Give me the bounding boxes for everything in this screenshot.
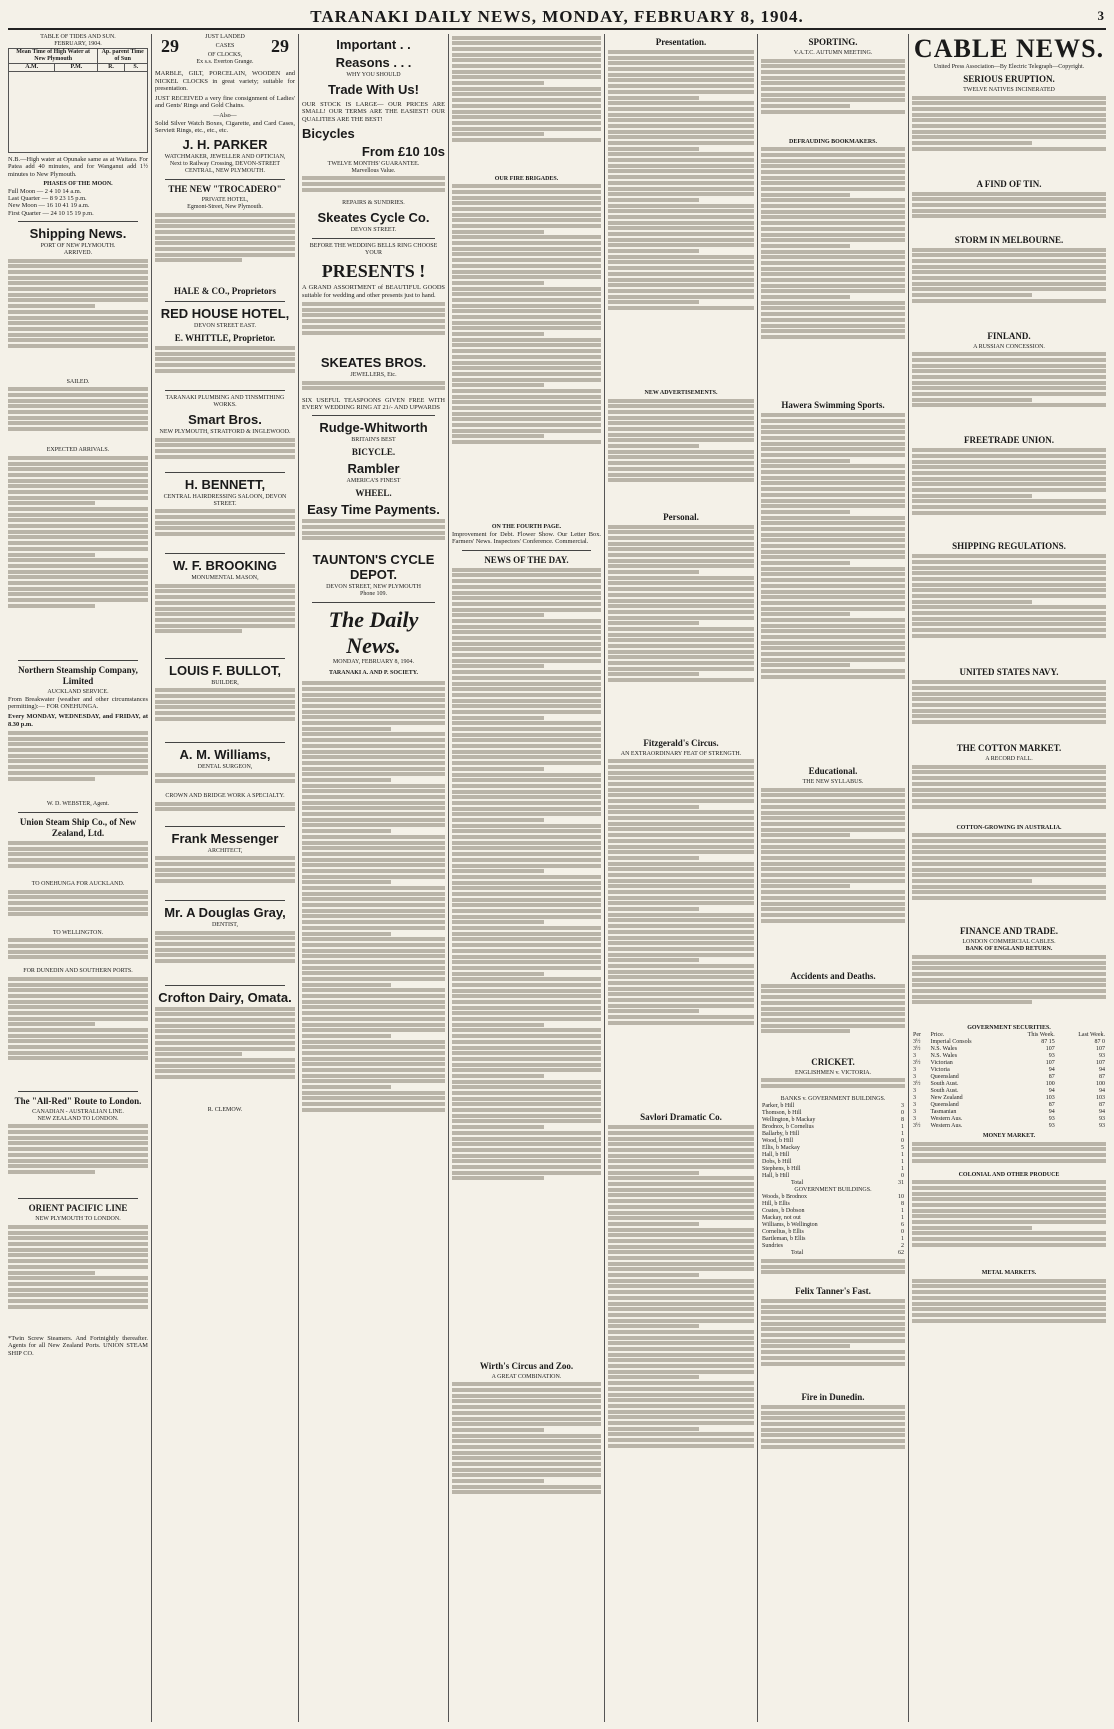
moon-phase: Full Moon — 2 4 10 14 a.m. bbox=[8, 187, 82, 195]
colonial-produce: COLONIAL AND OTHER PRODUCE bbox=[958, 1171, 1060, 1178]
advertisements-text bbox=[608, 399, 754, 509]
column-5 bbox=[608, 34, 754, 1722]
government-buildings: GOVERNMENT BUILDINGS. bbox=[794, 1187, 872, 1194]
accidents-deaths: Accidents and Deaths. bbox=[790, 970, 876, 981]
williams-hours bbox=[155, 802, 295, 822]
grand-assortment: A GRAND ASSORTMENT of BEAUTIFUL GOODS suitable for wedding and other presents just to hand. bbox=[302, 284, 445, 299]
bank-return: BANK OF ENGLAND RETURN. bbox=[965, 946, 1053, 953]
finland: FINLAND. bbox=[987, 330, 1031, 341]
securities-row: 3 New Zealand 103 103 bbox=[913, 1094, 1105, 1101]
fitzgerald-text bbox=[608, 759, 754, 1109]
freetrade-union: FREETRADE UNION. bbox=[963, 435, 1054, 446]
wirths-text bbox=[452, 1382, 601, 1532]
before-wedding: BEFORE THE WEDDING BELLS RING CHOOSE YOUR bbox=[309, 243, 438, 257]
shipping-sailed-text bbox=[8, 387, 148, 447]
tides-note: N.B.—High water at Opunake same as at Waitara. For Patea add 40 minutes, and for Wanganui add 1½ minutes to New Plymouth. bbox=[8, 156, 148, 178]
masthead bbox=[8, 6, 1106, 30]
extraordinary-feat: AN EXTRAORDINARY FEAT OF STRENGTH. bbox=[620, 750, 742, 757]
all-red-line: CANADIAN - AUSTRALIAN LINE. bbox=[32, 1108, 124, 1115]
banks-match: BANKS v. GOVERNMENT BUILDINGS. bbox=[780, 1096, 886, 1103]
commercial-cables: LONDON COMMERCIAL CABLES. bbox=[962, 939, 1056, 946]
ns-body bbox=[8, 731, 148, 801]
shipping-arrived-text bbox=[8, 259, 148, 379]
score-row: Hill, b Ellis 8 bbox=[762, 1201, 904, 1208]
securities-row: 3 South Aust. 94 94 bbox=[913, 1087, 1105, 1094]
moon-phase: First Quarter — 24 10 15 19 p.m. bbox=[8, 209, 94, 217]
union-dunedin: FOR DUNEDIN AND SOUTHERN PORTS. bbox=[23, 968, 133, 975]
messenger-name: Frank Messenger bbox=[171, 830, 279, 846]
daily-news-title: The Daily News. bbox=[328, 607, 419, 659]
from-price: From £10 10s bbox=[361, 143, 445, 159]
cricket: CRICKET. bbox=[811, 1056, 855, 1067]
easy-payments: Easy Time Payments. bbox=[307, 502, 440, 518]
issue-date: MONDAY, FEBRUARY 8, 1904. bbox=[332, 659, 415, 666]
new-syllabus: THE NEW SYLLABUS. bbox=[802, 779, 864, 786]
editorial-text bbox=[302, 681, 445, 1241]
parker-trade: WATCHMAKER, JEWELLER AND OPTICIAN, bbox=[164, 154, 286, 161]
parker-address: Next to Railway Crossing, DEVON-STREET CENTRAL, NEW PLYMOUTH. bbox=[169, 161, 281, 175]
defrauding-bookmakers: DEFRAUDING BOOKMAKERS. bbox=[788, 138, 877, 145]
jewellers: JEWELLERS, Etc. bbox=[350, 372, 397, 379]
trocadero-text bbox=[155, 213, 295, 283]
bullot-name: LOUIS F. BULLOT, bbox=[169, 662, 281, 678]
depot-phone: Phone 109. bbox=[360, 591, 387, 598]
column-rule bbox=[604, 34, 605, 1722]
fire-dunedin: Fire in Dunedin. bbox=[801, 1391, 865, 1402]
score-row: Williams, b Wellington 6 bbox=[762, 1222, 904, 1229]
skeates-address: DEVON STREET. bbox=[350, 227, 397, 234]
cases-number: 29 bbox=[161, 36, 179, 56]
taunton-text bbox=[302, 519, 445, 549]
column-6 bbox=[761, 34, 905, 1722]
society: TARANAKI A. AND P. SOCIETY. bbox=[329, 670, 418, 677]
orient-note: *Twin Screw Steamers. And Fortnightly thereafter. Agents for all New Zealand Ports. UNION STEAM SHIP CO. bbox=[8, 1335, 148, 1357]
tides-title: TABLE OF TIDES AND SUN. bbox=[40, 34, 116, 40]
bennett-sub: CENTRAL HAIRDRESSING SALOON, DEVON STREET. bbox=[163, 493, 287, 507]
moon-title: PHASES OF THE MOON. bbox=[43, 180, 113, 187]
score-row: Stephens, b Hill 1 bbox=[762, 1166, 904, 1173]
shipping-sailed: SAILED. bbox=[66, 378, 90, 385]
score-row: Woods, b Brodnox 10 bbox=[762, 1194, 904, 1201]
important: Important . . bbox=[336, 37, 411, 52]
securities-row: 3½ Victorian 107 107 bbox=[913, 1059, 1105, 1066]
great-combination: A GREAT COMBINATION. bbox=[491, 1373, 562, 1380]
presents-text bbox=[302, 302, 445, 352]
tides-rows bbox=[9, 72, 148, 153]
securities: GOVERNMENT SECURITIES. bbox=[967, 1024, 1051, 1031]
silver: Solid Silver Watch Boxes, Cigarette, and Card Cases, Serviett Rings, etc., etc., etc. bbox=[155, 119, 295, 135]
red-house-hotel: RED HOUSE HOTEL, bbox=[160, 305, 290, 321]
skeates-bros: SKEATES BROS. bbox=[320, 355, 427, 371]
securities-row: 3 Queensland 87 87 bbox=[913, 1073, 1105, 1080]
gray-text bbox=[155, 931, 295, 981]
metal-text bbox=[912, 1279, 1106, 1339]
received: JUST RECEIVED a very fine consignment of Ladies' and Gents' Rings and Gold Chains. bbox=[155, 95, 295, 110]
trade-with-us: Trade With Us! bbox=[328, 82, 419, 97]
savlori-text bbox=[608, 1125, 754, 1545]
parker-name: J. H. PARKER bbox=[182, 137, 268, 153]
cable-news-heading: CABLE NEWS. bbox=[913, 34, 1105, 63]
cricket-footnote bbox=[761, 1259, 905, 1283]
shipping-news-heading: Shipping News. bbox=[29, 226, 127, 242]
educational-text bbox=[761, 788, 905, 968]
news-of-the-day: NEWS OF THE DAY. bbox=[484, 554, 569, 565]
fourth-page-items: Improvement for Debt. Flower Show. Our Letter Box. Farmers' News. Inspectors' Conference. Commercial. bbox=[452, 531, 601, 546]
securities-row: 3 Queensland 87 87 bbox=[913, 1101, 1105, 1108]
all-red-text bbox=[8, 1124, 148, 1194]
column-rule bbox=[448, 34, 449, 1722]
fire-brigades: OUR FIRE BRIGADES. bbox=[494, 175, 559, 182]
column-rule bbox=[298, 34, 299, 1722]
crofton-dairy: Crofton Dairy, Omata. bbox=[158, 989, 292, 1005]
reasons: Reasons . . . bbox=[335, 55, 412, 70]
crown-bridge: CROWN AND BRIDGE WORK A SPECIALTY. bbox=[165, 792, 285, 799]
shipping-reg-text bbox=[912, 554, 1106, 664]
repairs: REPAIRS & SUNDRIES. bbox=[342, 200, 405, 207]
russian-concession: A RUSSIAN CONCESSION. bbox=[973, 343, 1045, 350]
securities-row: 3 Victoria 94 94 bbox=[913, 1066, 1105, 1073]
autumn-meeting: V.A.T.C. AUTUMN MEETING. bbox=[793, 50, 873, 56]
securities-row: 3½ N.S. Wales 107 107 bbox=[913, 1045, 1105, 1052]
finland-text bbox=[912, 352, 1106, 432]
educational: Educational. bbox=[808, 766, 858, 777]
securities-row: 3 N.S. Wales 93 93 bbox=[913, 1052, 1105, 1059]
column-rule bbox=[757, 34, 758, 1722]
masthead-title: TARANAKI DAILY NEWS, MONDAY, FEBRUARY 8, 1904. bbox=[310, 7, 804, 26]
produce-text bbox=[912, 1180, 1106, 1270]
shipping-arrived: ARRIVED. bbox=[63, 250, 93, 257]
shipping-port: PORT OF NEW PLYMOUTH. bbox=[40, 243, 116, 250]
skeates-cycle: Skeates Cycle Co. bbox=[317, 210, 430, 226]
bennett-text bbox=[155, 509, 295, 549]
score-total: Total 31 bbox=[791, 1180, 904, 1187]
trocadero-sub: PRIVATE HOTEL, bbox=[201, 197, 249, 204]
americas-finest: AMERICA'S FINEST bbox=[346, 478, 401, 485]
fire-text bbox=[761, 1405, 905, 1465]
crofton-sign: R. CLEMOW. bbox=[207, 1106, 243, 1113]
securities-header: Per Price. This Week. Last Week. bbox=[913, 1031, 1105, 1038]
ex-ship: Ex s.s. Everton Grange. bbox=[196, 59, 254, 66]
securities-row: 3 Western Aus. 93 93 bbox=[913, 1115, 1105, 1122]
personal-text bbox=[608, 525, 754, 735]
find-of-tin: A FIND OF TIN. bbox=[976, 178, 1042, 189]
tides-col-header: Mean Time of High Water at New Plymouth bbox=[9, 49, 98, 64]
news-of-the-day-text bbox=[452, 568, 601, 1358]
stock-prices: OUR STOCK IS LARGE— OUR PRICES ARE SMALL! OUR TERMS ARE THE EASIEST! OUR QUALITIES ARE THE BEST! bbox=[302, 101, 445, 123]
score-row: Thomson, b Hill 0 bbox=[762, 1110, 904, 1117]
skeates-bros-address bbox=[302, 381, 445, 397]
union-dunedin-text bbox=[8, 977, 148, 1087]
also: —Also— bbox=[213, 112, 237, 119]
bank-text bbox=[912, 955, 1106, 1025]
col4-top-text bbox=[452, 36, 601, 176]
union-wellington-text bbox=[8, 938, 148, 968]
accidents-text bbox=[761, 984, 905, 1054]
union-steam-heading: Union Steam Ship Co., of New Zealand, Ltd. bbox=[19, 817, 137, 839]
smart-text bbox=[155, 438, 295, 468]
score-row: Parker, b Hill 3 bbox=[762, 1103, 904, 1110]
crofton-text bbox=[155, 1007, 295, 1107]
column-2 bbox=[155, 34, 295, 1722]
hawera-text bbox=[761, 413, 905, 763]
score-row: Brodnox, b Cornelius 1 bbox=[762, 1124, 904, 1131]
securities-row: 3½ Imperial Consols 87 15 87 0 bbox=[913, 1038, 1105, 1045]
column-4 bbox=[452, 34, 601, 1722]
depot-address: DEVON STREET, NEW PLYMOUTH bbox=[326, 584, 421, 591]
wirths-circus: Wirth's Circus and Zoo. bbox=[479, 1360, 574, 1371]
englishmen-victoria: ENGLISHMEN v. VICTORIA. bbox=[794, 1069, 872, 1076]
securities-row: 3½ Western Aus. 93 93 bbox=[913, 1122, 1105, 1129]
bicycle-label: BICYCLE. bbox=[351, 447, 396, 458]
williams-sub: DENTAL SURGEON, bbox=[197, 764, 253, 771]
personal: Personal. bbox=[663, 511, 699, 522]
column-7 bbox=[912, 34, 1106, 1722]
britains-best: BRITAIN'S BEST bbox=[351, 437, 396, 444]
ns-text: From Breakwater (weather and other circumstances permitting):— FOR ONEHUNGA. bbox=[8, 695, 148, 711]
taunton-depot: TAUNTON'S CYCLE DEPOT. bbox=[312, 552, 435, 583]
cases-number: 29 bbox=[271, 36, 289, 56]
trocadero-address: Egmont-Street, New Plymouth. bbox=[187, 204, 263, 211]
cases-label: CASES bbox=[215, 43, 235, 50]
serious-eruption: SERIOUS ERUPTION. bbox=[963, 74, 1055, 84]
score-row: Wood, b Hill 0 bbox=[762, 1138, 904, 1145]
shipping-expected-text bbox=[8, 456, 148, 656]
plumbing-works: TARANAKI PLUMBING AND TINSMITHING WORKS. bbox=[165, 394, 285, 408]
bicycle-makes bbox=[302, 176, 445, 200]
column-rule bbox=[908, 34, 909, 1722]
bookmakers-text bbox=[761, 147, 905, 397]
storm-melbourne: STORM IN MELBOURNE. bbox=[954, 234, 1064, 245]
messenger-text bbox=[155, 856, 295, 896]
sporting-text bbox=[761, 59, 905, 139]
felix-tanner: Felix Tanner's Fast. bbox=[795, 1285, 871, 1296]
fitzgeralds-circus: Fitzgerald's Circus. bbox=[643, 737, 719, 748]
securities-table bbox=[912, 1032, 1106, 1130]
guarantee: TWELVE MONTHS' GUARANTEE. bbox=[327, 160, 420, 167]
union-auckland-text bbox=[8, 890, 148, 930]
govt-scorecard bbox=[761, 1194, 905, 1257]
moon-phase: Last Quarter — 8 9 23 15 p.m. bbox=[8, 195, 87, 203]
why-you-should: WHY YOU SHOULD bbox=[346, 72, 401, 78]
savlori-dramatic: Savlori Dramatic Co. bbox=[640, 1112, 722, 1123]
tides-table bbox=[8, 48, 148, 153]
bullot-sub: BUILDER, bbox=[211, 679, 239, 686]
presentation-text bbox=[608, 50, 754, 390]
eruption-text bbox=[912, 96, 1106, 176]
tin-text bbox=[912, 192, 1106, 232]
union-intro bbox=[8, 841, 148, 881]
score-row: Sundries 2 bbox=[762, 1243, 904, 1250]
gray-sub: DENTIST, bbox=[211, 922, 239, 929]
bicycles: Bicycles bbox=[302, 125, 355, 141]
smart-address: NEW PLYMOUTH, STRATFORD & INGLEWOOD. bbox=[159, 428, 291, 435]
northern-steamship-heading: Northern Steamship Company, Limited bbox=[18, 664, 138, 686]
rambler: Rambler bbox=[347, 461, 400, 477]
wheel-label: WHEEL. bbox=[355, 488, 392, 499]
score-total: Total 62 bbox=[791, 1250, 904, 1257]
sporting: SPORTING. bbox=[808, 37, 858, 47]
money-market: MONEY MARKET. bbox=[982, 1132, 1036, 1139]
score-row: Hall, b Hill 1 bbox=[762, 1152, 904, 1159]
all-red-heading: The "All-Red" Route to London. bbox=[14, 1095, 142, 1106]
ns-agent: W. D. WEBSTER, Agent. bbox=[46, 801, 110, 808]
tides-sub-header: R. bbox=[98, 64, 124, 72]
moon-phase-list bbox=[8, 188, 148, 217]
red-house-text bbox=[155, 346, 295, 386]
tides-col-header: Ap. parent Time of Sun bbox=[98, 49, 148, 64]
rudge-whitworth: Rudge-Whitworth bbox=[319, 420, 428, 436]
securities-row: 3½ South Aust. 100 100 bbox=[913, 1080, 1105, 1087]
gray-name: Mr. A Douglas Gray, bbox=[164, 905, 286, 921]
score-row: Ellis, b Mackay 5 bbox=[762, 1145, 904, 1152]
brooking-text bbox=[155, 584, 295, 654]
union-auckland: TO ONEHUNGA FOR AUCKLAND. bbox=[31, 881, 125, 888]
score-row: Wellington, b Mackay 8 bbox=[762, 1117, 904, 1124]
shipping-regulations: SHIPPING REGULATIONS. bbox=[952, 541, 1066, 552]
all-red-via: NEW ZEALAND TO LONDON. bbox=[37, 1115, 119, 1122]
presentation: Presentation. bbox=[655, 37, 707, 47]
tides-sub-header: A.M. bbox=[9, 64, 55, 72]
hale-proprietors: HALE & CO., Proprietors bbox=[173, 285, 277, 296]
column-3 bbox=[302, 34, 445, 1722]
landed: JUST LANDED bbox=[205, 34, 245, 40]
finance-trade: FINANCE AND TRADE. bbox=[959, 926, 1059, 937]
williams-name: A. M. Williams, bbox=[179, 747, 271, 763]
score-row: Hall, b Hill 0 bbox=[762, 1173, 904, 1180]
score-row: Dobs, b Hill 1 bbox=[762, 1159, 904, 1166]
metal-markets: METAL MARKETS. bbox=[981, 1270, 1037, 1277]
banks-scorecard bbox=[761, 1103, 905, 1187]
ns-days: Every MONDAY, WEDNESDAY, and FRIDAY, at 8.30 p.m. bbox=[8, 713, 148, 728]
record-fall: A RECORD FALL. bbox=[985, 756, 1033, 763]
score-row: Mackay, not out 1 bbox=[762, 1215, 904, 1222]
brooking-name: W. F. BROOKING bbox=[173, 558, 277, 574]
page-number: 3 bbox=[1097, 8, 1104, 23]
marvellous: Marvellous Value. bbox=[351, 167, 396, 174]
tides-sub-header: S. bbox=[124, 64, 147, 72]
cable-news-sub: United Press Association—By Electric Telegraph—Copyright. bbox=[933, 64, 1085, 70]
securities-row: 3 Tasmanian 94 94 bbox=[913, 1108, 1105, 1115]
orient-sailings bbox=[8, 1225, 148, 1335]
us-navy: UNITED STATES NAVY. bbox=[959, 667, 1059, 678]
moon-phase: New Moon — 16 10 41 19 a.m. bbox=[8, 202, 90, 210]
cricket-text bbox=[761, 1078, 905, 1096]
score-row: Ballarby, b Hill 1 bbox=[762, 1131, 904, 1138]
natives-incinerated: TWELVE NATIVES INCINERATED bbox=[963, 87, 1055, 93]
trocadero-name: THE NEW "TROCADERO" bbox=[168, 184, 282, 195]
orient-pacific-heading: ORIENT PACIFIC LINE bbox=[28, 1203, 128, 1214]
bullot-text bbox=[155, 688, 295, 738]
clocks: OF CLOCKS, bbox=[207, 52, 243, 59]
marble-clocks: MARBLE, GILT, PORCELAIN, WOODEN and NICKEL CLOCKS in great variety; suitable for presentation. bbox=[155, 70, 295, 92]
orient-via: NEW PLYMOUTH TO LONDON. bbox=[35, 1216, 121, 1223]
tides-month: FEBRUARY, 1904. bbox=[54, 41, 102, 47]
hawera-swimming: Hawera Swimming Sports. bbox=[781, 400, 885, 411]
score-row: Cornelius, b Ellis 0 bbox=[762, 1229, 904, 1236]
cotton-australia: COTTON-GROWING IN AUSTRALIA. bbox=[956, 824, 1062, 831]
red-house-address: DEVON STREET EAST. bbox=[194, 322, 256, 329]
felix-text bbox=[761, 1299, 905, 1389]
union-wellington: TO WELLINGTON. bbox=[52, 929, 104, 936]
cotton-market: THE COTTON MARKET. bbox=[956, 743, 1062, 754]
shipping-expected: EXPECTED ARRIVALS. bbox=[46, 447, 110, 454]
williams-text bbox=[155, 773, 295, 793]
column-1 bbox=[8, 34, 148, 1722]
messenger-sub: ARCHITECT, bbox=[207, 847, 243, 854]
fire-brigades-text bbox=[452, 184, 601, 524]
brooking-sub: MONUMENTAL MASON, bbox=[191, 575, 259, 582]
whittle-proprietor: E. WHITTLE, Proprietor. bbox=[174, 332, 276, 343]
column-rule bbox=[151, 34, 152, 1722]
money-text bbox=[912, 1142, 1106, 1172]
fourth-page: ON THE FOURTH PAGE. bbox=[491, 524, 562, 531]
tides-sub-header: P.M. bbox=[55, 64, 98, 72]
cotton-aus-text bbox=[912, 833, 1106, 923]
score-row: Bartleman, b Ellis 1 bbox=[762, 1236, 904, 1243]
storm-text bbox=[912, 248, 1106, 328]
new-advertisements: NEW ADVERTISEMENTS. bbox=[644, 390, 718, 396]
presents: PRESENTS ! bbox=[321, 261, 426, 282]
ns-service: AUCKLAND SERVICE. bbox=[47, 688, 109, 695]
score-row: Coates, b Dobson 1 bbox=[762, 1208, 904, 1215]
bennett-name: H. BENNETT, bbox=[184, 476, 266, 492]
teaspoons: SIX USEFUL TEASPOONS GIVEN FREE WITH EVERY WEDDING RING AT 21/- AND UPWARDS bbox=[302, 396, 445, 411]
freetrade-text bbox=[912, 448, 1106, 538]
smart-bros: Smart Bros. bbox=[188, 411, 262, 427]
cotton-text bbox=[912, 765, 1106, 825]
navy-text bbox=[912, 680, 1106, 740]
